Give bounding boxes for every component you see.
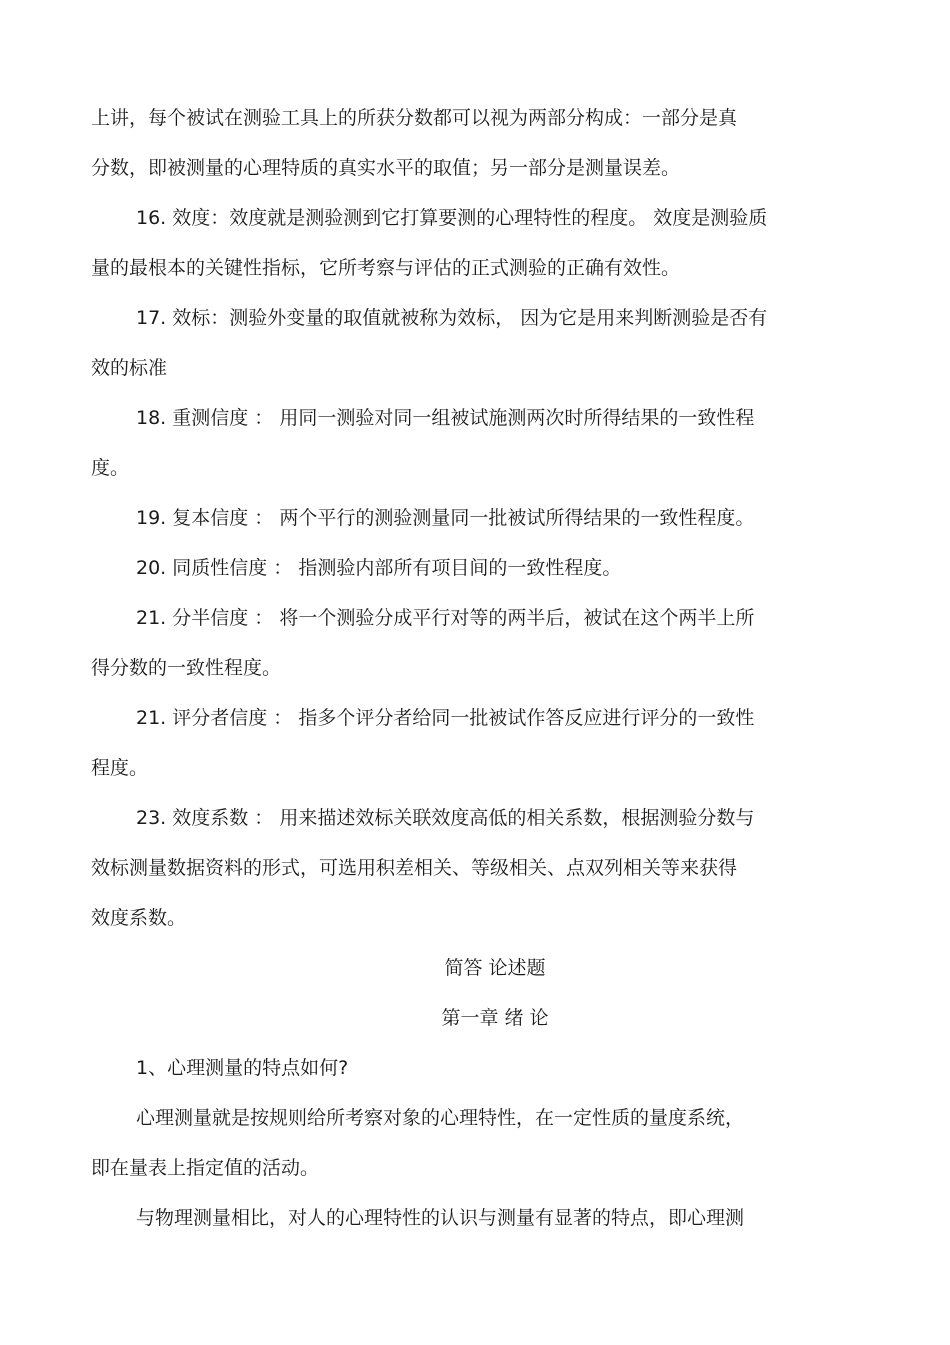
text-line: 得分数的一致性程度。	[91, 657, 282, 679]
definition-21b: 21. 评分者信度 ： 指多个评分者给同一批被试作答反应进行评分的一致性	[136, 707, 755, 729]
definition-18: 18. 重测信度 ： 用同一测验对同一组被试施测两次时所得结果的一致性程	[136, 407, 755, 429]
text-line: 即在量表上指定值的活动。	[91, 1157, 320, 1179]
definition-17: 17. 效标：测验外变量的取值就被称为效标， 因为它是用来判断测验是否有	[136, 307, 768, 329]
text-line: 效度系数。	[91, 907, 187, 929]
question-1: 1、心理测量的特点如何?	[136, 1057, 349, 1079]
definition-23: 23. 效度系数 ： 用来描述效标关联效度高低的相关系数，根据测验分数与	[136, 807, 755, 829]
section-heading: 简答 论述题	[444, 957, 546, 979]
text-line: 效的标准	[91, 357, 168, 379]
text-line: 度。	[91, 457, 130, 479]
text-line: 程度。	[91, 757, 149, 779]
chapter-heading: 第一章 绪 论	[441, 1007, 549, 1029]
text-line: 效标测量数据资料的形式，可选用积差相关、等级相关、点双列相关等来获得	[91, 857, 738, 879]
definition-16: 16. 效度：效度就是测验测到它打算要测的心理特性的程度。 效度是测验质	[136, 207, 768, 229]
text-line: 上讲，每个被试在测验工具上的所获分数都可以视为两部分构成：一部分是真	[91, 107, 738, 129]
definition-19: 19. 复本信度 ： 两个平行的测验测量同一批被试所得结果的一致性程度。	[136, 507, 755, 529]
paragraph-line: 与物理测量相比，对人的心理特性的认识与测量有显著的特点，即心理测	[136, 1207, 745, 1229]
paragraph-line: 心理测量就是按规则给所考察对象的心理特性，在一定性质的量度系统，	[136, 1107, 745, 1129]
definition-21: 21. 分半信度 ： 将一个测验分成平行对等的两半后，被试在这个两半上所	[136, 607, 755, 629]
definition-20: 20. 同质性信度 ： 指测验内部所有项目间的一致性程度。	[136, 557, 622, 579]
text-line: 分数，即被测量的心理特质的真实水平的取值；另一部分是测量误差。	[91, 157, 681, 179]
text-line: 量的最根本的关键性指标，它所考察与评估的正式测验的正确有效性。	[91, 257, 681, 279]
